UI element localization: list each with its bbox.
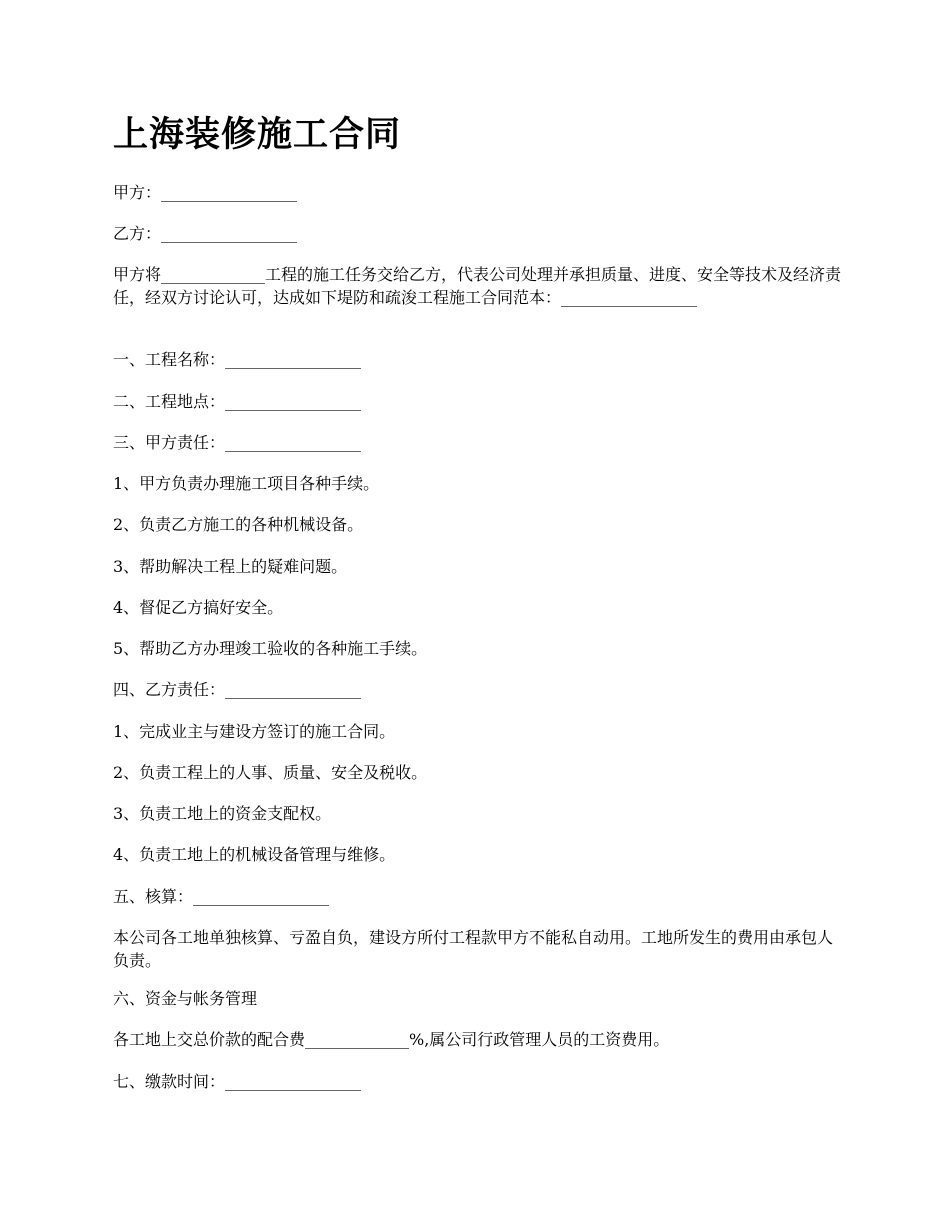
section-3-party-a-duties: 三、甲方责任：_________________ xyxy=(113,433,362,452)
party-a-duty-3: 3、帮助解决工程上的疑难问题。 xyxy=(113,557,348,576)
party-a-duty-1: 1、甲方负责办理施工项目各种手续。 xyxy=(113,474,380,493)
party-b-duty-2: 2、负责工程上的人事、质量、安全及税收。 xyxy=(113,763,428,782)
party-b-duty-4: 4、负责工地上的机械设备管理与维修。 xyxy=(113,845,396,864)
party-b-duty-1: 1、完成业主与建设方签订的施工合同。 xyxy=(113,722,396,741)
party-b-duty-3: 3、负责工地上的资金支配权。 xyxy=(113,804,332,823)
section-2-project-location: 二、工程地点：_________________ xyxy=(113,392,362,411)
party-a-duty-5: 5、帮助乙方办理竣工验收的各种施工手续。 xyxy=(113,639,428,658)
intro-paragraph: 甲方将_____________工程的施工任务交给乙方，代表公司处理并承担质量、进度、安全等技术及经济责任，经双方讨论认可，达成如下堤防和疏浚工程施工合同范本：_________________ xyxy=(113,265,842,307)
accounting-paragraph: 本公司各工地单独核算、亏盈自负，建设方所付工程款甲方不能私自动用。工地所发生的费用由承包人负责。 xyxy=(113,928,834,970)
funds-paragraph: 各工地上交总价款的配合费_____________%,属公司行政管理人员的工资费用。 xyxy=(113,1030,670,1049)
section-1-project-name: 一、工程名称：_________________ xyxy=(113,350,362,369)
party-a-duty-2: 2、负责乙方施工的各种机械设备。 xyxy=(113,515,364,534)
section-7-payment-time: 七、缴款时间：_________________ xyxy=(113,1072,362,1091)
section-5-accounting: 五、核算：_________________ xyxy=(113,887,330,906)
party-a-duty-4: 4、督促乙方搞好安全。 xyxy=(113,598,284,617)
party-a-line: 甲方：_________________ xyxy=(113,183,298,202)
party-b-line: 乙方：_________________ xyxy=(113,224,298,243)
document-title: 上海装修施工合同 xyxy=(113,114,402,155)
section-6-funds-management: 六、资金与帐务管理 xyxy=(113,989,258,1008)
section-4-party-b-duties: 四、乙方责任：_________________ xyxy=(113,680,362,699)
